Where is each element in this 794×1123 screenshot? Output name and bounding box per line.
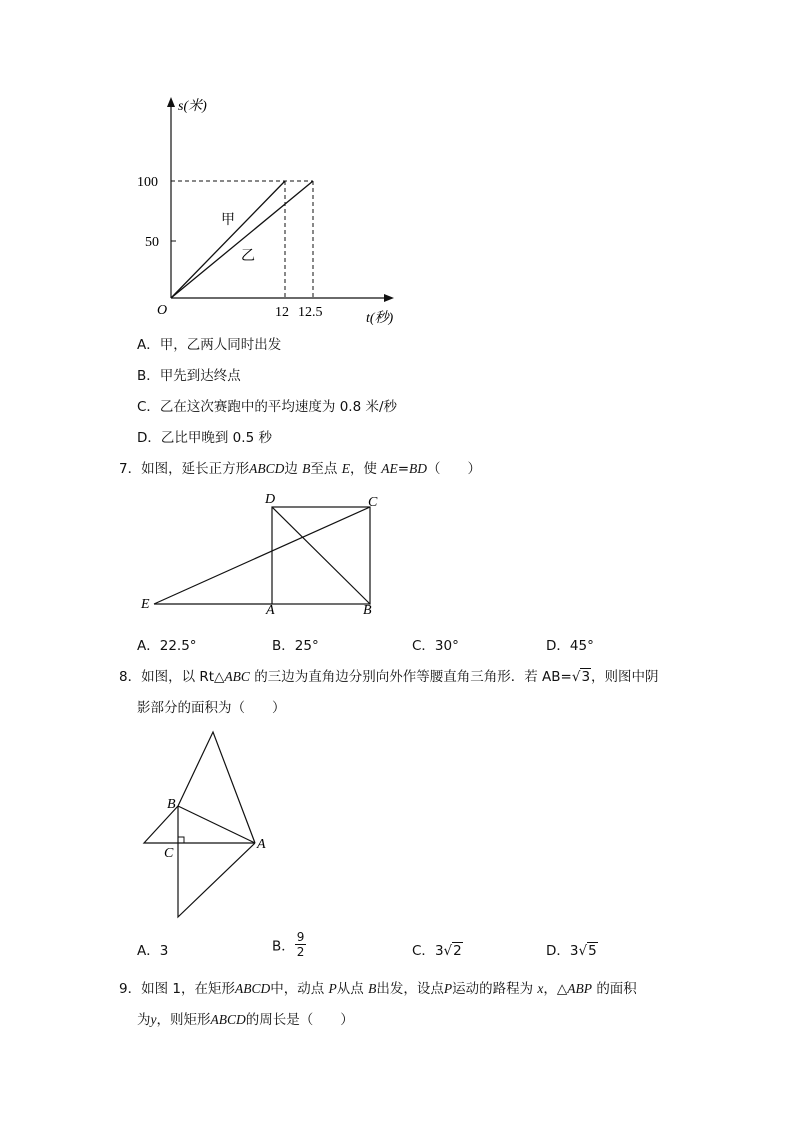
q7-option-b: B．25° (272, 638, 319, 654)
label-jia: 甲 (221, 212, 235, 228)
x-axis-label: t(秒) (366, 311, 394, 326)
line-ec (154, 507, 370, 604)
point-d-label: D (265, 492, 276, 507)
sqrt-symbol: √ (443, 943, 453, 959)
q8-option-a: A．3 (137, 943, 169, 959)
point-b-label: B (167, 797, 176, 812)
square-figure (0, 480, 794, 620)
q9-stem-line1: 9．如图 1，在矩形ABCD中，动点 P从点 B出发，设点P运动的路程为 x，△ABP 的面积 (119, 981, 637, 997)
q8-stem-line1: 8．如图，以 Rt△ABC 的三边为直角边分别向外作等腰直角三角形．若 AB=√3，则图中阴 (119, 669, 659, 685)
y-tick-100: 100 (137, 175, 158, 190)
q8-stem-line2: 影部分的面积为（ ） (137, 700, 286, 716)
q7-option-d: D．45° (546, 638, 594, 654)
x-axis-arrow (384, 294, 394, 302)
q7-option-c: C．30° (412, 638, 459, 654)
q8-option-b: B． $\frac{9}{2}$ (272, 930, 305, 959)
triangle-figure (0, 720, 794, 930)
diagonal-db (272, 507, 370, 604)
point-c-label: C (164, 846, 174, 861)
q6-option-c: C．乙在这次赛跑中的平均速度为 0.8 米/秒 (137, 399, 398, 415)
q6-option-a: A．甲，乙两人同时出发 (137, 337, 282, 353)
label-yi: 乙 (241, 248, 255, 264)
point-c-label: C (368, 495, 378, 510)
point-e-label: E (141, 597, 150, 612)
q7-stem: 7．如图，延长正方形ABCD边 B至点 E，使 AE=BD（ ） (119, 461, 482, 477)
triangle-on-ca (178, 843, 255, 917)
line-jia (171, 181, 285, 298)
fraction: $\frac{9}{2}$ (296, 930, 305, 959)
q8-option-c: C．3√2 (412, 943, 462, 959)
point-b-label: B (363, 603, 372, 618)
point-a-label: A (257, 837, 266, 852)
distance-time-graph (0, 0, 794, 335)
q6-option-d: D．乙比甲晚到 0.5 秒 (137, 430, 272, 446)
y-tick-50: 50 (145, 235, 159, 250)
sqrt-symbol: √ (578, 943, 588, 959)
y-axis-label: s(米) (178, 99, 207, 114)
q7-option-a: A．22.5° (137, 638, 197, 654)
y-axis-arrow (167, 97, 175, 107)
x-tick-12: 12 (275, 305, 289, 320)
x-tick-12-5: 12.5 (298, 305, 323, 320)
point-a-label: A (266, 603, 275, 618)
q6-option-b: B．甲先到达终点 (137, 368, 241, 384)
q8-option-d: D．3√5 (546, 943, 597, 959)
q9-stem-line2: 为y，则矩形ABCD的周长是（ ） (137, 1012, 354, 1028)
triangle-on-ab (178, 732, 255, 843)
line-yi (171, 181, 313, 298)
origin-label: O (157, 303, 168, 318)
right-angle-mark (178, 837, 184, 843)
sqrt-symbol: √ (571, 669, 581, 685)
